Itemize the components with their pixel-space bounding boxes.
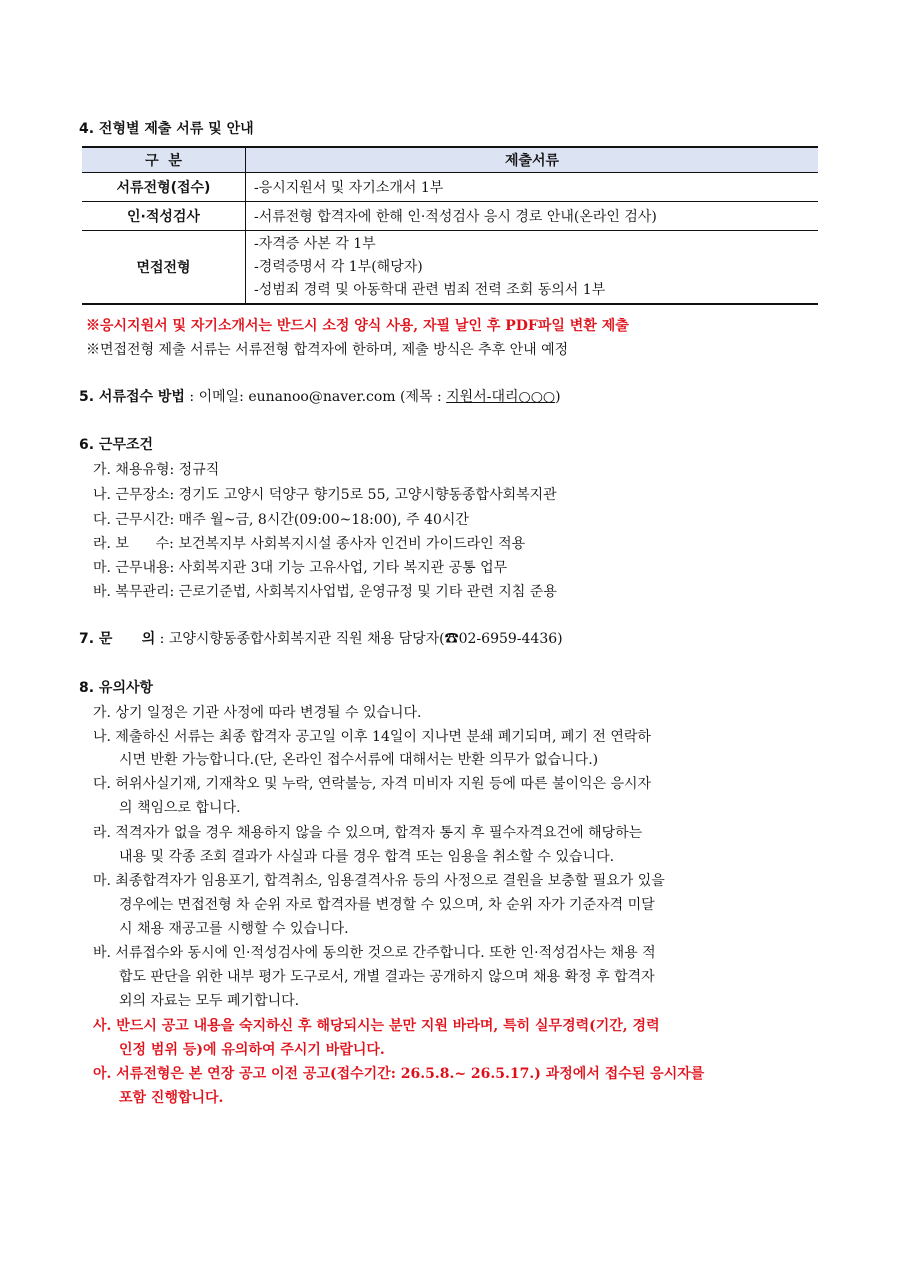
- row-docs-aptitude-test: -서류전형 합격자에 한해 인·적성검사 응시 경로 안내(온라인 검사): [246, 202, 819, 231]
- section-6-heading: 6. 근무조건: [79, 437, 154, 453]
- list-item: 나. 근무장소: 경기도 고양시 덕양구 향기5로 55, 고양시향동종합사회복지관: [93, 487, 557, 503]
- doc-item: -경력증명서 각 1부(해당자): [254, 258, 423, 275]
- table-row: [82, 202, 818, 231]
- notice-line-emphasis: 아. 서류전형은 본 연장 공고 이전 공고(접수기간: 26.5.8.~ 26.5.17.) 과정에서 접수된 응시자를: [93, 1066, 705, 1082]
- submission-documents-table: [82, 146, 818, 305]
- email-prefix: : 이메일:: [184, 389, 249, 405]
- notice-line-emphasis: 포함 진행합니다.: [119, 1090, 224, 1106]
- notice-line: 라. 적격자가 없을 경우 채용하지 않을 수 있으며, 합격자 통지 후 필수자격요건에 해당하는: [93, 825, 643, 841]
- notice-line: 경우에는 면접전형 차 순위 자로 합격자를 변경할 수 있으며, 차 순위 자가 기준자격 미달: [119, 897, 655, 913]
- section-7-heading: 7. 문 의: [79, 631, 156, 647]
- contact-text: : 고양시향동종합사회복지관 직원 채용 담당자(☎02-6959-4436): [155, 631, 563, 647]
- email-link[interactable]: eunanoo@naver.com: [248, 389, 396, 405]
- section-8-heading: 8. 유의사항: [79, 680, 154, 696]
- notice-line: 가. 상기 일정은 기관 사정에 따라 변경될 수 있습니다.: [93, 705, 422, 721]
- section-7-line: [79, 628, 563, 648]
- notice-line: 마. 최종합격자가 임용포기, 합격취소, 임용결격사유 등의 사정으로 결원을 보충할 필요가 있을: [93, 873, 665, 889]
- table-row: [82, 231, 818, 305]
- notice-line-emphasis: 사. 반드시 공고 내용을 숙지하신 후 해당되시는 분만 지원 바라며, 특히 실무경력(기간, 경력: [93, 1018, 660, 1034]
- email-subject-format: 지원서-대리○○○: [446, 389, 556, 405]
- required-form-note: ※응시지원서 및 자기소개서는 반드시 소정 양식 사용, 자필 날인 후 PDF파일 변환 제출: [86, 318, 629, 334]
- table-header-row: [82, 147, 818, 173]
- list-item: 바. 복무관리: 근로기준법, 사회복지사업법, 운영규정 및 기타 관련 지침 준용: [93, 584, 557, 600]
- table-row: [82, 173, 818, 202]
- notice-line: 나. 제출하신 서류는 최종 합격자 공고일 이후 14일이 지나면 분쇄 폐기되며, 폐기 전 연락하: [93, 729, 651, 745]
- list-item: 다. 근무시간: 매주 월~금, 8시간(09:00~18:00), 주 40시간: [93, 512, 469, 528]
- notice-line: 의 책임으로 합니다.: [119, 800, 241, 816]
- subject-suffix: ): [555, 389, 561, 405]
- notice-line: 시면 반환 가능합니다.(단, 온라인 접수서류에 대해서는 반환 의무가 없습니다.): [119, 752, 599, 768]
- table-header-category: 구 분: [82, 147, 246, 173]
- table-header-documents: 제출서류: [246, 147, 819, 173]
- list-item: 가. 채용유형: 정규직: [93, 462, 220, 478]
- notice-line-emphasis: 인정 범위 등)에 유의하여 주시기 바랍니다.: [119, 1042, 385, 1058]
- subject-prefix: (제목 :: [395, 389, 447, 405]
- row-docs-interview: [246, 231, 819, 305]
- notice-line: 외의 자료는 모두 폐기합니다.: [119, 993, 300, 1009]
- notice-line: 바. 서류접수와 동시에 인·적성검사에 동의한 것으로 간주합니다. 또한 인·적성검사는 채용 적: [93, 945, 656, 961]
- section-5-heading: 5. 서류접수 방법: [79, 389, 185, 405]
- row-label-aptitude-test: 인·적성검사: [82, 202, 246, 231]
- list-item: 마. 근무내용: 사회복지관 3대 기능 고유사업, 기타 복지관 공통 업무: [93, 560, 508, 576]
- section-4-heading: 4. 전형별 제출 서류 및 안내: [79, 121, 254, 137]
- doc-item: -자격증 사본 각 1부: [254, 235, 376, 252]
- row-label-interview: 면접전형: [82, 231, 246, 305]
- notice-line: 합도 판단을 위한 내부 평가 도구로서, 개별 결과는 공개하지 않으며 채용 확정 후 합격자: [119, 969, 655, 985]
- row-label-document-screening: 서류전형(접수): [82, 173, 246, 202]
- notice-line: 다. 허위사실기재, 기재착오 및 누락, 연락불능, 자격 미비자 지원 등에 따른 불이익은 응시자: [93, 776, 652, 792]
- notice-line: 시 채용 재공고를 시행할 수 있습니다.: [119, 921, 349, 937]
- doc-item: -성범죄 경력 및 아동학대 관련 범죄 전력 조회 동의서 1부: [254, 281, 606, 298]
- notice-line: 내용 및 각종 조회 결과가 사실과 다를 경우 합격 또는 임용을 취소할 수 있습니다.: [119, 849, 615, 865]
- section-5-line: [79, 386, 561, 406]
- row-docs-document-screening: -응시지원서 및 자기소개서 1부: [246, 173, 819, 202]
- interview-docs-note: ※면접전형 제출 서류는 서류전형 합격자에 한하며, 제출 방식은 추후 안내 예정: [86, 342, 569, 358]
- list-item: 라. 보 수: 보건복지부 사회복지시설 종사자 인건비 가이드라인 적용: [93, 536, 526, 552]
